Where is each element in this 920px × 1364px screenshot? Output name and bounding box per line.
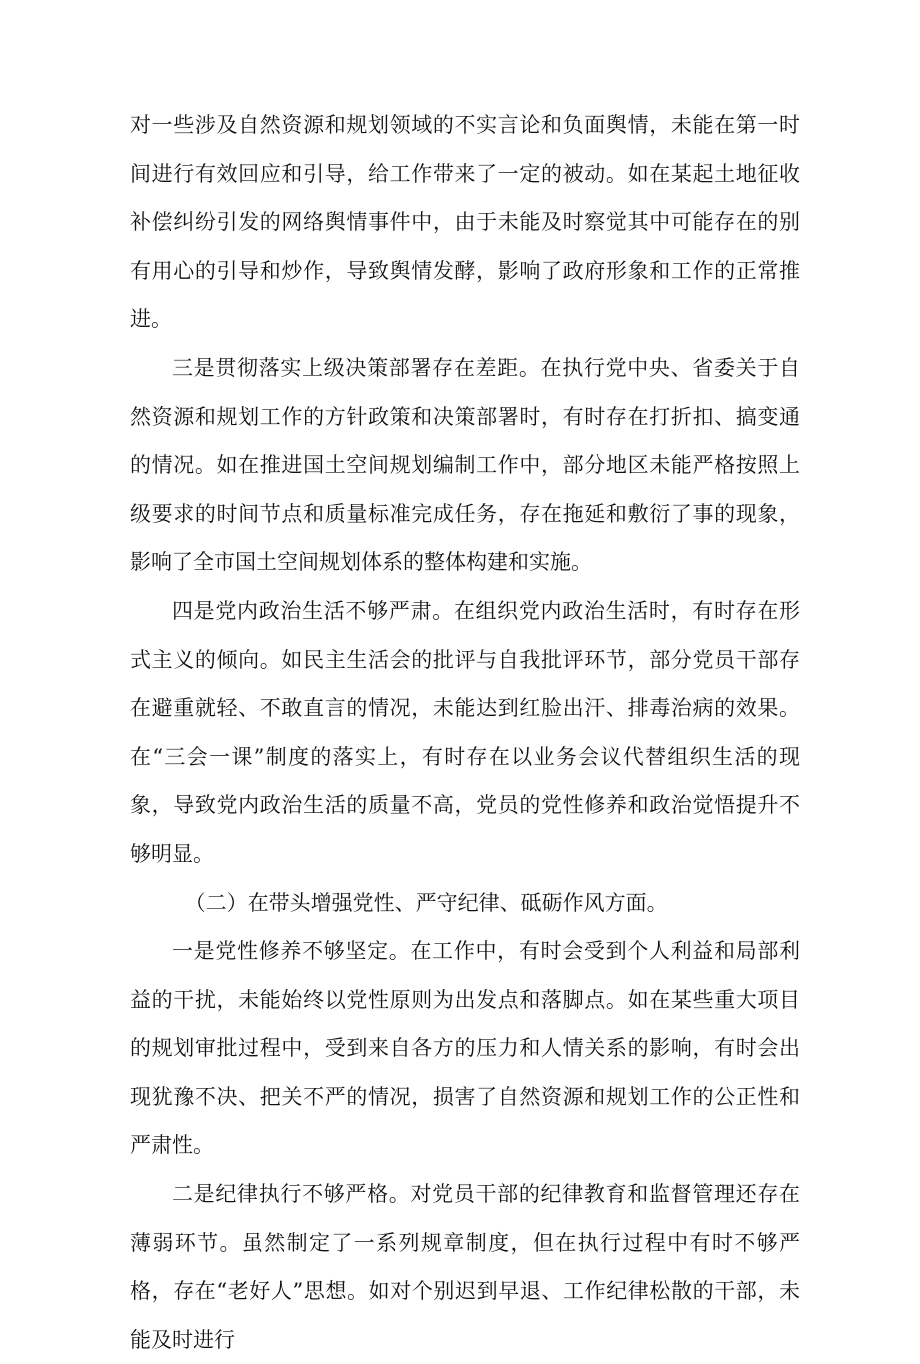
paragraph-point-one: 一是党性修养不够坚定。在工作中，有时会受到个人利益和局部利益的干扰，未能始终以党性原则为出发点和落脚点。如在某些重大项目的规划审批过程中，受到来自各方的压力和人情关系的影响，有时会出现犹豫不决、把关不严的情况，损害了自然资源和规划工作的公正性和严肃性。 [130, 939, 800, 1158]
document-body [130, 101, 800, 1364]
paragraph-point-three: 三是贯彻落实上级决策部署存在差距。在执行党中央、省委关于自然资源和规划工作的方针政策和决策部署时，有时存在打折扣、搞变通的情况。如在推进国土空间规划编制工作中，部分地区未能严格按照上级要求的时间节点和质量标准完成任务，存在拖延和敷衍了事的现象，影响了全市国土空间规划体系的整体构建和实施。 [130, 355, 800, 575]
paragraph-point-four: 四是党内政治生活不够严肃。在组织党内政治生活时，有时存在形式主义的倾向。如民主生活会的批评与自我批评环节，部分党员干部存在避重就轻、不敢直言的情况，未能达到红脸出汗、排毒治病的效果。在“三会一课”制度的落实上，有时存在以业务会议代替组织生活的现象，导致党内政治生活的质量不高，党员的党性修养和政治觉悟提升不够明显。 [130, 598, 800, 866]
section-heading: （二）在带头增强党性、严守纪律、砥砺作风方面。 [184, 890, 668, 915]
paragraph-continuation: 对一些涉及自然资源和规划领域的不实言论和负面舆情，未能在第一时间进行有效回应和引导，给工作带来了一定的被动。如在某起土地征收补偿纠纷引发的网络舆情事件中，由于未能及时察觉其中可能存在的别有用心的引导和炒作，导致舆情发酵，影响了政府形象和工作的正常推进。 [130, 113, 800, 332]
paragraph-point-two: 二是纪律执行不够严格。对党员干部的纪律教育和监督管理还存在薄弱环节。虽然制定了一系列规章制度，但在执行过程中有时不够严格，存在“老好人”思想。如对个别迟到早退、工作纪律松散的干部，未能及时进行 [130, 1182, 800, 1352]
